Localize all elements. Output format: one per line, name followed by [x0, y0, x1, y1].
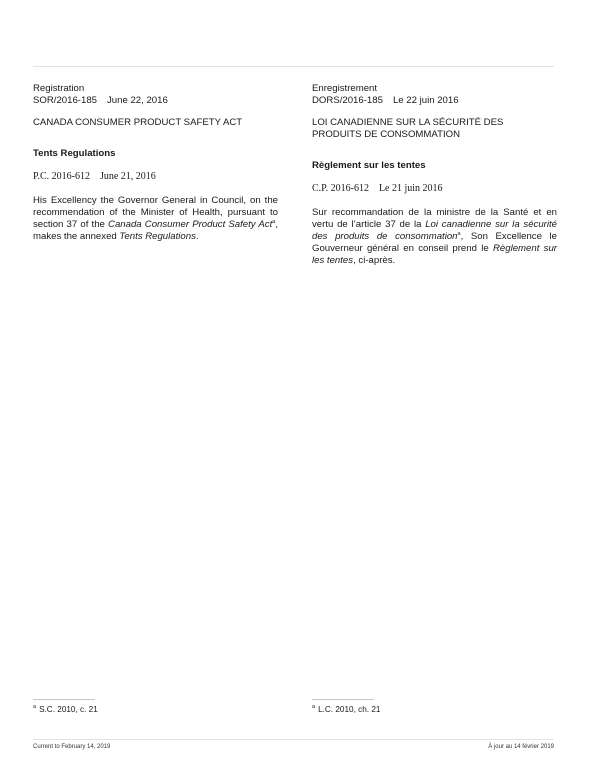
- footnote-marker: a: [272, 218, 276, 225]
- footnote-rule-fr: [312, 699, 374, 700]
- footnote-marker-fr: a: [457, 230, 461, 237]
- pc-number-fr: C.P. 2016-612: [312, 183, 369, 194]
- footnote: $^a$ S.C. 2010, c. 21: [33, 704, 98, 714]
- registration-label: Registration: [33, 83, 85, 94]
- french-column: [312, 83, 557, 267]
- footer-currency-date: Current to February 14, 2019: [33, 744, 111, 750]
- pc-date: June 21, 2016: [99, 171, 156, 182]
- english-column: [33, 83, 278, 243]
- enacting-clause-fr: Sur recommandation de la ministre de la Santé et en vertu de l’article 37 de la Loi canadienne sur la sécurité des produits de consommation$^a$, Son Excellence le Gouverneur général en conseil prend le Règlement sur les tentes, ci-après.: [312, 207, 557, 266]
- footnote-fr: $^a$ L.C. 2010, ch. 21: [312, 704, 381, 714]
- footnote-text-fr: L.C. 2010, ch. 21: [318, 705, 381, 714]
- registration-date: June 22, 2016: [107, 95, 168, 106]
- order-in-council-fr: [312, 183, 557, 195]
- header-rule: [33, 66, 554, 67]
- footnote-rule: [33, 699, 95, 700]
- act-name: Canada Consumer Product Safety Act: [108, 219, 273, 230]
- registration-number: SOR/2016-185: [33, 95, 97, 106]
- registration-number-fr: DORS/2016-185: [312, 95, 383, 106]
- pc-date-fr: Le 21 juin 2016: [378, 183, 443, 194]
- regulation-name: Tents Regulations: [119, 231, 196, 242]
- registration-label-fr: Enregistrement: [312, 83, 378, 94]
- order-in-council: [33, 171, 278, 183]
- regulation-title-fr: Règlement sur les tentes: [312, 160, 426, 171]
- registration-info-fr: [312, 95, 557, 107]
- act-title-fr: LOI CANADIENNE SUR LA SÉCURITÉ DES PRODUITS DE CONSOMMATION: [312, 117, 504, 140]
- act-title: CANADA CONSUMER PRODUCT SAFETY ACT: [33, 117, 243, 128]
- regulation-title: Tents Regulations: [33, 148, 116, 159]
- registration-info: [33, 95, 278, 107]
- footnote-text: S.C. 2010, c. 21: [39, 705, 98, 714]
- footer-currency-date-fr: À jour au 14 février 2019: [488, 744, 554, 750]
- footer-rule: [33, 739, 554, 740]
- act-name-fr: Loi canadienne sur la sécurité des produits de consommation: [312, 219, 557, 242]
- registration-date-fr: Le 22 juin 2016: [392, 95, 459, 106]
- enacting-clause: His Excellency the Governor General in Council, on the recommendation of the Minister of Health, pursuant to section 37 of the Canada Consumer Product Safety Act$^a$, makes the annexed Tents Regulations.: [33, 195, 278, 242]
- pc-number: P.C. 2016-612: [33, 171, 90, 182]
- regulation-name-fr: Règlement sur les tentes: [312, 243, 557, 266]
